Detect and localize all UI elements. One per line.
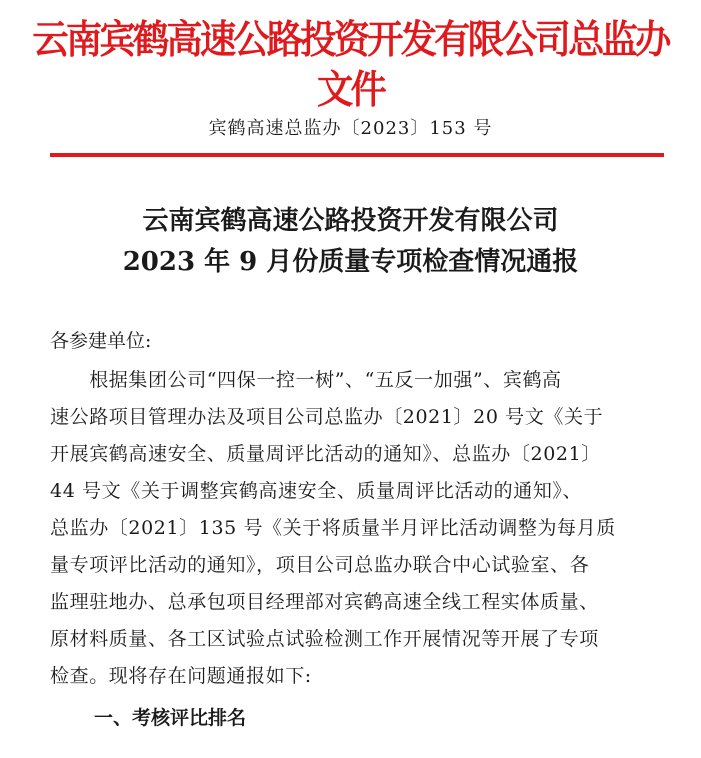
section-heading: 一、考核评比排名: [94, 707, 247, 729]
paragraph-line: 速公路项目管理办法及项目公司总监办〔2021〕20 号文《关于: [50, 406, 604, 428]
org-header-title: 云南宾鹤高速公路投资开发有限公司总监办文件: [32, 18, 669, 113]
document-number: 宾鹤高速总监办〔2023〕153 号: [208, 118, 493, 139]
paragraph-line: 监理驻地办、总承包项目经理部对宾鹤高速全线工程实体质量、: [50, 591, 599, 613]
paragraph-line: 44 号文《关于调整宾鹤高速安全、质量周评比活动的通知》、: [50, 480, 583, 502]
paragraph-line: 量专项评比活动的通知》，项目公司总监办联合中心试验室、各: [50, 554, 590, 576]
red-divider-line: [50, 153, 664, 157]
salutation: 各参建单位:: [50, 330, 152, 352]
document-title-line-2: 2023 年 9 月份质量专项检查情况通报: [122, 247, 579, 277]
paragraph-line: 根据集团公司“四保一控一树”、“五反一加强”、宾鹤高: [50, 369, 562, 391]
paragraph-line: 检查。现将存在问题通报如下:: [50, 665, 312, 687]
paragraph-line: 总监办〔2021〕135 号《关于将质量半月评比活动调整为每月质: [50, 517, 616, 539]
paragraph-line: 开展宾鹤高速安全、质量周评比活动的通知》、总监办〔2021〕: [50, 443, 601, 465]
document-title-line-1: 云南宾鹤高速公路投资开发有限公司: [142, 206, 559, 236]
paragraph-line: 原材料质量、各工区试验点试验检测工作开展情况等开展了专项: [50, 628, 599, 650]
